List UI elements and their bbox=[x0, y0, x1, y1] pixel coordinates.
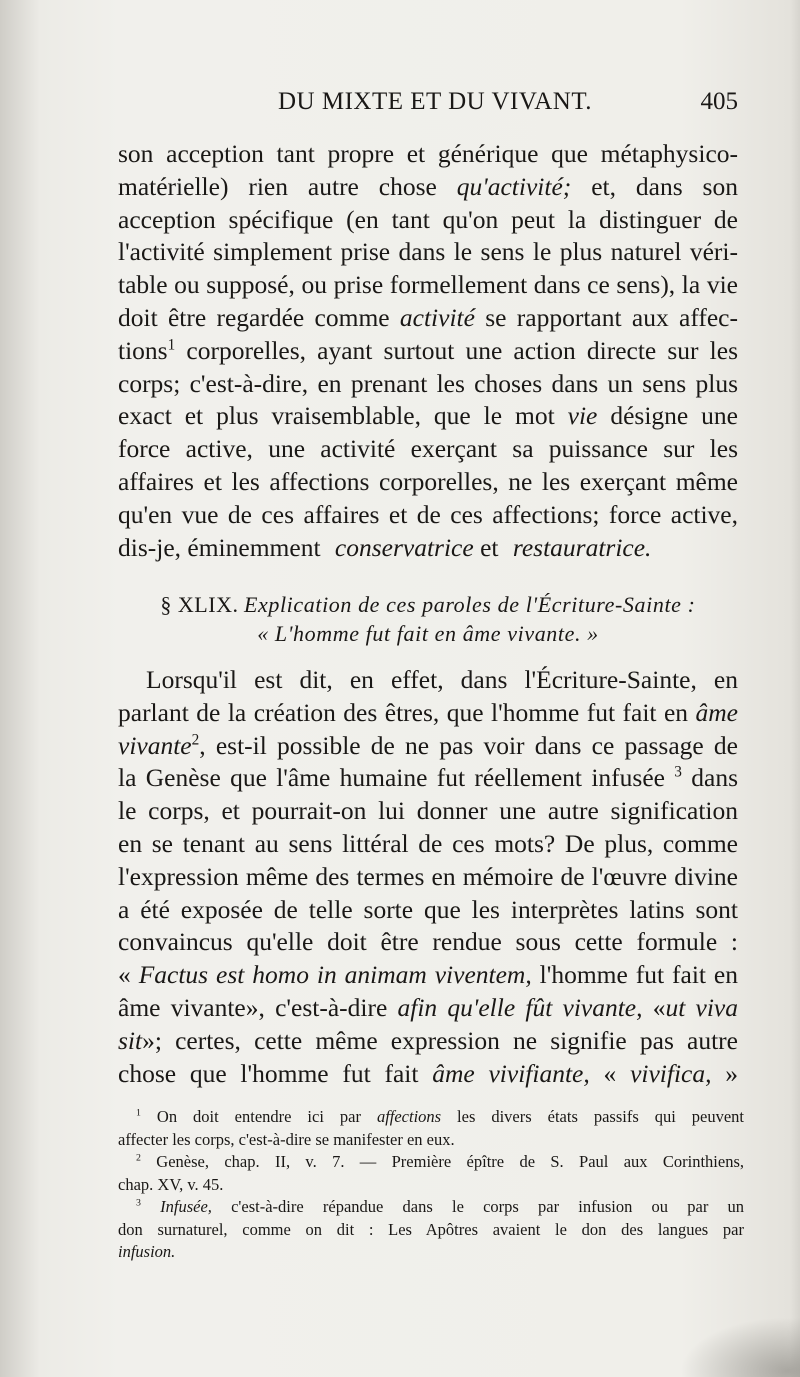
section-heading bbox=[118, 590, 738, 648]
text-segment: corps; c'est-à-dire, en prenant les choses dans un sens plus bbox=[118, 368, 738, 398]
text-segment: Genèse, chap. II, v. 7. — Première épître de S. Paul aux Corinthiens, bbox=[156, 1152, 744, 1171]
text-line bbox=[118, 532, 738, 565]
text-segment: table ou supposé, ou prise formellement dans ce sens), la vie bbox=[118, 270, 738, 300]
footnote-3-cont bbox=[118, 1219, 744, 1242]
text-segment: c'est-à-dire répandue dans le corps par infusion ou par un bbox=[211, 1197, 745, 1216]
text-segment: et bbox=[473, 532, 505, 562]
text-segment: le corps, et pourrait-on lui donner une autre signification bbox=[118, 796, 738, 826]
section-number: § XLIX. bbox=[160, 592, 239, 617]
footnote-2 bbox=[118, 1151, 744, 1174]
text-segment: convaincus qu'elle doit être rendue sous cette formule : bbox=[118, 927, 738, 957]
italic-segment: ut viva bbox=[665, 992, 738, 1022]
footnote-ref: 2 bbox=[191, 731, 200, 749]
text-segment: les divers états passifs qui peuvent bbox=[441, 1107, 745, 1126]
text-line bbox=[118, 697, 738, 730]
text-line bbox=[118, 368, 738, 401]
text-segment: affecter les corps, c'est-à-dire se manifester en eux. bbox=[118, 1129, 455, 1149]
text-line bbox=[118, 171, 738, 204]
footnotes bbox=[118, 1106, 744, 1264]
text-segment: âme vivante», c'est-à-dire bbox=[118, 992, 398, 1022]
text-segment: « bbox=[589, 1058, 631, 1088]
text-segment: parlant de la création des êtres, que l'homme fut fait en bbox=[118, 697, 696, 727]
footnote-1-cont bbox=[118, 1129, 744, 1152]
italic-segment: restauratrice. bbox=[512, 532, 652, 562]
text-segment: tions bbox=[118, 335, 168, 365]
italic-segment: âme vivifiante, bbox=[432, 1058, 590, 1088]
text-line bbox=[118, 959, 738, 992]
section-title-quote: « L'homme fut fait en âme vivante. » bbox=[257, 621, 599, 646]
text-segment: et, dans son bbox=[571, 171, 738, 201]
text-segment: a été exposée de telle sorte que les interprètes latins sont bbox=[118, 894, 738, 924]
text-segment: dans bbox=[681, 763, 738, 793]
italic-segment: âme bbox=[695, 697, 738, 727]
paragraph-continued bbox=[118, 138, 738, 564]
page-header bbox=[118, 88, 738, 128]
section-title: Explication de ces paroles de l'Écriture-Sainte : bbox=[243, 592, 696, 617]
italic-segment: conservatrice bbox=[334, 532, 474, 562]
italic-segment: Factus est homo in animam viventem, bbox=[138, 960, 532, 990]
text-line bbox=[118, 828, 738, 861]
text-segment: son acception tant propre et générique que métaphysico- bbox=[118, 139, 738, 168]
text-segment: désigne une bbox=[597, 401, 738, 431]
italic-segment: qu'activité; bbox=[456, 171, 572, 201]
text-segment: chose que l'homme fut fait bbox=[118, 1058, 433, 1088]
italic-segment: vie bbox=[567, 401, 598, 431]
text-line bbox=[118, 730, 738, 763]
text-segment: matérielle) rien autre chose bbox=[118, 171, 457, 201]
footnote-3-end bbox=[118, 1241, 744, 1264]
text-segment: , est-il possible de ne pas voir dans ce passage de bbox=[199, 730, 738, 760]
italic-segment: sit bbox=[118, 1025, 143, 1055]
text-line bbox=[118, 499, 738, 532]
text-segment: en se tenant au sens littéral de ces mots? De plus, comme bbox=[118, 828, 738, 858]
running-title: DU MIXTE ET DU VIVANT. bbox=[278, 88, 592, 115]
footnote-2-cont bbox=[118, 1174, 744, 1197]
footnote-mark: 3 bbox=[136, 1197, 141, 1209]
footnote-ref: 3 bbox=[674, 763, 682, 781]
footnote-1 bbox=[118, 1106, 744, 1129]
italic-segment: afin qu'elle fût vivante, bbox=[397, 992, 643, 1022]
text-segment: »; certes, cette même expression ne signifie pas autre bbox=[142, 1025, 738, 1055]
section-heading-line-1 bbox=[118, 590, 738, 619]
text-segment: exact et plus vraisemblable, que le mot bbox=[118, 401, 568, 431]
text-segment: » bbox=[711, 1058, 739, 1088]
section-heading-line-2 bbox=[118, 619, 738, 648]
text-line bbox=[118, 138, 738, 171]
text-segment: don surnaturel, comme on dit : Les Apôtres avaient le don des langues par bbox=[118, 1219, 744, 1239]
text-line bbox=[118, 400, 738, 433]
text-line bbox=[118, 992, 738, 1025]
text-line bbox=[118, 433, 738, 466]
scan-shadow bbox=[680, 1317, 800, 1377]
text-segment: Lorsqu'il est dit, en effet, dans l'Écriture-Sainte, en bbox=[146, 665, 738, 694]
text-segment: dis-je, éminemment bbox=[118, 532, 327, 562]
page-number: 405 bbox=[700, 88, 738, 115]
text-line bbox=[118, 926, 738, 959]
footnote-ref: 1 bbox=[167, 336, 176, 354]
text-line bbox=[118, 861, 738, 894]
text-segment: « bbox=[118, 960, 139, 990]
text-segment: corporelles, ayant surtout une action directe sur les bbox=[175, 335, 738, 365]
text-line bbox=[118, 664, 738, 697]
italic-segment: activité bbox=[399, 302, 475, 332]
text-segment: se rapportant aux affec- bbox=[474, 302, 738, 332]
text-segment: « bbox=[642, 992, 666, 1022]
footnote-mark: 1 bbox=[136, 1107, 141, 1119]
footnote-mark: 2 bbox=[136, 1152, 141, 1164]
italic-segment: vivante bbox=[118, 730, 192, 760]
text-line bbox=[118, 894, 738, 927]
italic-segment: vivifica, bbox=[630, 1058, 712, 1088]
text-segment: la Genèse que l'âme humaine fut réellement infusée bbox=[118, 763, 675, 793]
text-segment: On doit entendre ici par bbox=[156, 1107, 377, 1126]
text-segment: l'activité simplement prise dans le sens le plus naturel véri- bbox=[118, 237, 738, 267]
paragraph-main bbox=[118, 664, 738, 1090]
text-segment: l'homme fut fait en bbox=[531, 960, 738, 990]
text-segment: doit être regardée comme bbox=[118, 302, 400, 332]
text-line bbox=[118, 762, 738, 795]
text-line bbox=[118, 204, 738, 237]
text-line bbox=[118, 1058, 738, 1091]
text-segment: acception spécifique (en tant qu'on peut la distinguer de bbox=[118, 204, 738, 234]
text-line bbox=[118, 1025, 738, 1058]
italic-segment: infusion. bbox=[118, 1242, 176, 1261]
text-line bbox=[118, 302, 738, 335]
text-line bbox=[118, 335, 738, 368]
text-segment: affaires et les affections corporelles, ne les exerçant même bbox=[118, 466, 738, 496]
text-segment: qu'en vue de ces affaires et de ces affections; force active, bbox=[118, 499, 738, 529]
text-segment: l'expression même des termes en mémoire de l'œuvre divine bbox=[118, 861, 738, 891]
text-line bbox=[118, 236, 738, 269]
italic-segment: affections bbox=[376, 1107, 442, 1126]
text-segment: force active, une activité exerçant sa puissance sur les bbox=[118, 434, 738, 464]
text-line bbox=[118, 466, 738, 499]
text-line bbox=[118, 269, 738, 302]
text-segment: chap. XV, v. 45. bbox=[118, 1174, 224, 1194]
italic-segment: Infusée, bbox=[160, 1197, 212, 1216]
footnote-3 bbox=[118, 1196, 744, 1219]
text-line bbox=[118, 795, 738, 828]
